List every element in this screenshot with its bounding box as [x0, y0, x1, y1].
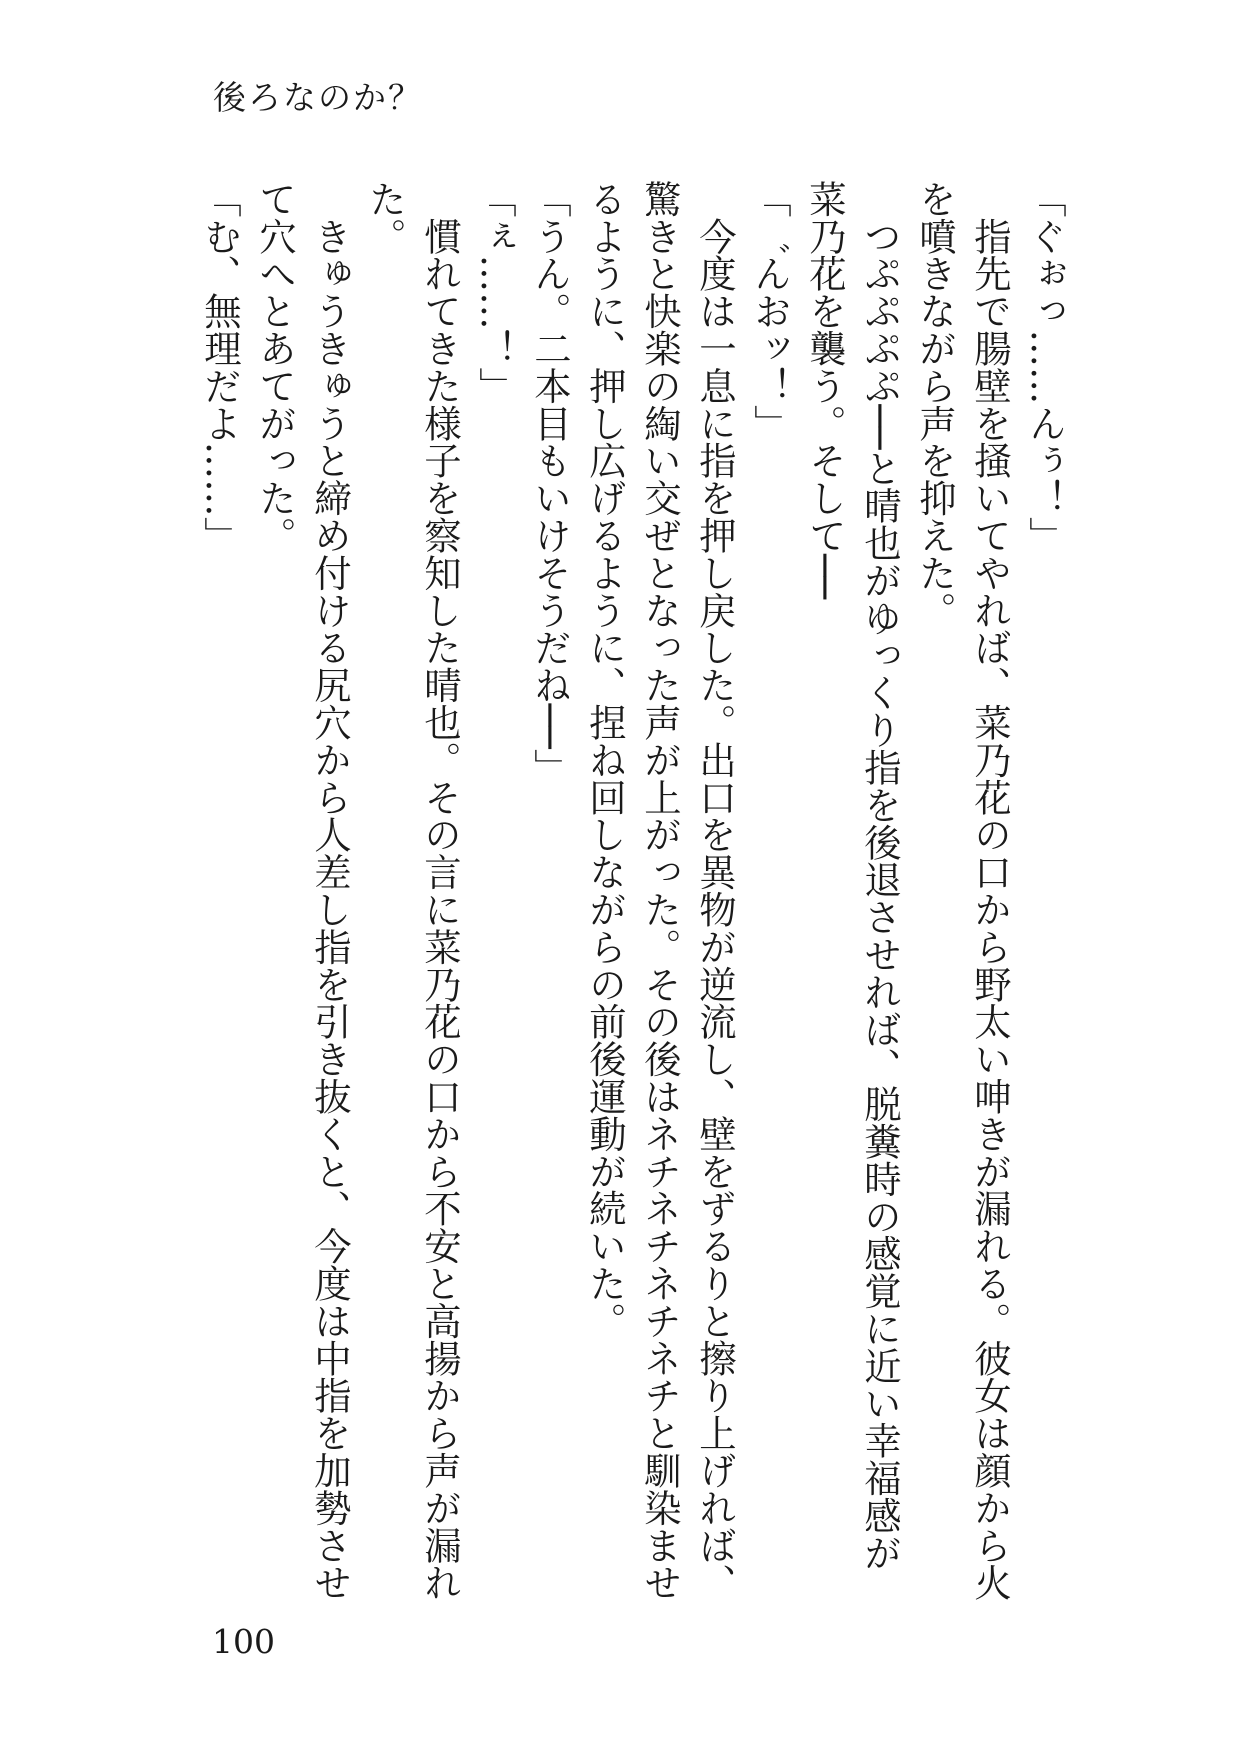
- text-line: るように、押し広げるように、捏ね回しながらの前後運動が続いた。: [583, 180, 627, 1340]
- vertical-text-body: [198, 180, 1072, 1610]
- text-line: 「゛んおッ！」: [748, 180, 792, 442]
- running-header: 後ろなのか？: [213, 78, 423, 117]
- text-line: た。: [363, 180, 407, 255]
- text-line: 指先で腸壁を掻いてやれば、菜乃花の口から野太い呻きが漏れる。彼女は顔から火: [968, 180, 1012, 1602]
- text-line: 菜乃花を襲う。そして──: [803, 180, 847, 600]
- text-line: 「ぇ……！」: [473, 180, 517, 405]
- text-line: を噴きながら声を抑えた。: [913, 180, 957, 629]
- text-line: きゅうきゅうと締め付ける尻穴から人差し指を引き抜くと、今度は中指を加勢させ: [308, 180, 352, 1602]
- text-line: 「うん。二本目もいけそうだね──」: [528, 180, 572, 787]
- text-line: て穴へとあてがった。: [253, 180, 297, 554]
- text-line: 今度は一息に指を押し戻した。出口を異物が逆流し、壁をずるりと擦り上げれば、: [693, 180, 737, 1602]
- text-line: 「ぐぉっ……んぅ！」: [1023, 180, 1067, 554]
- text-line: 「む、無理だよ……」: [198, 180, 242, 554]
- page-number: 100: [212, 1622, 275, 1661]
- text-line: 驚きと快楽の綯い交ぜとなった声が上がった。その後はネチネチネチネチと馴染ませ: [638, 180, 682, 1602]
- text-line: つぷぷぷぷ──と晴也がゆっくり指を後退させれば、脱糞時の感覚に近い幸福感が: [858, 180, 902, 1572]
- text-line: 慣れてきた様子を察知した晴也。その言に菜乃花の口から不安と高揚から声が漏れ: [418, 180, 462, 1602]
